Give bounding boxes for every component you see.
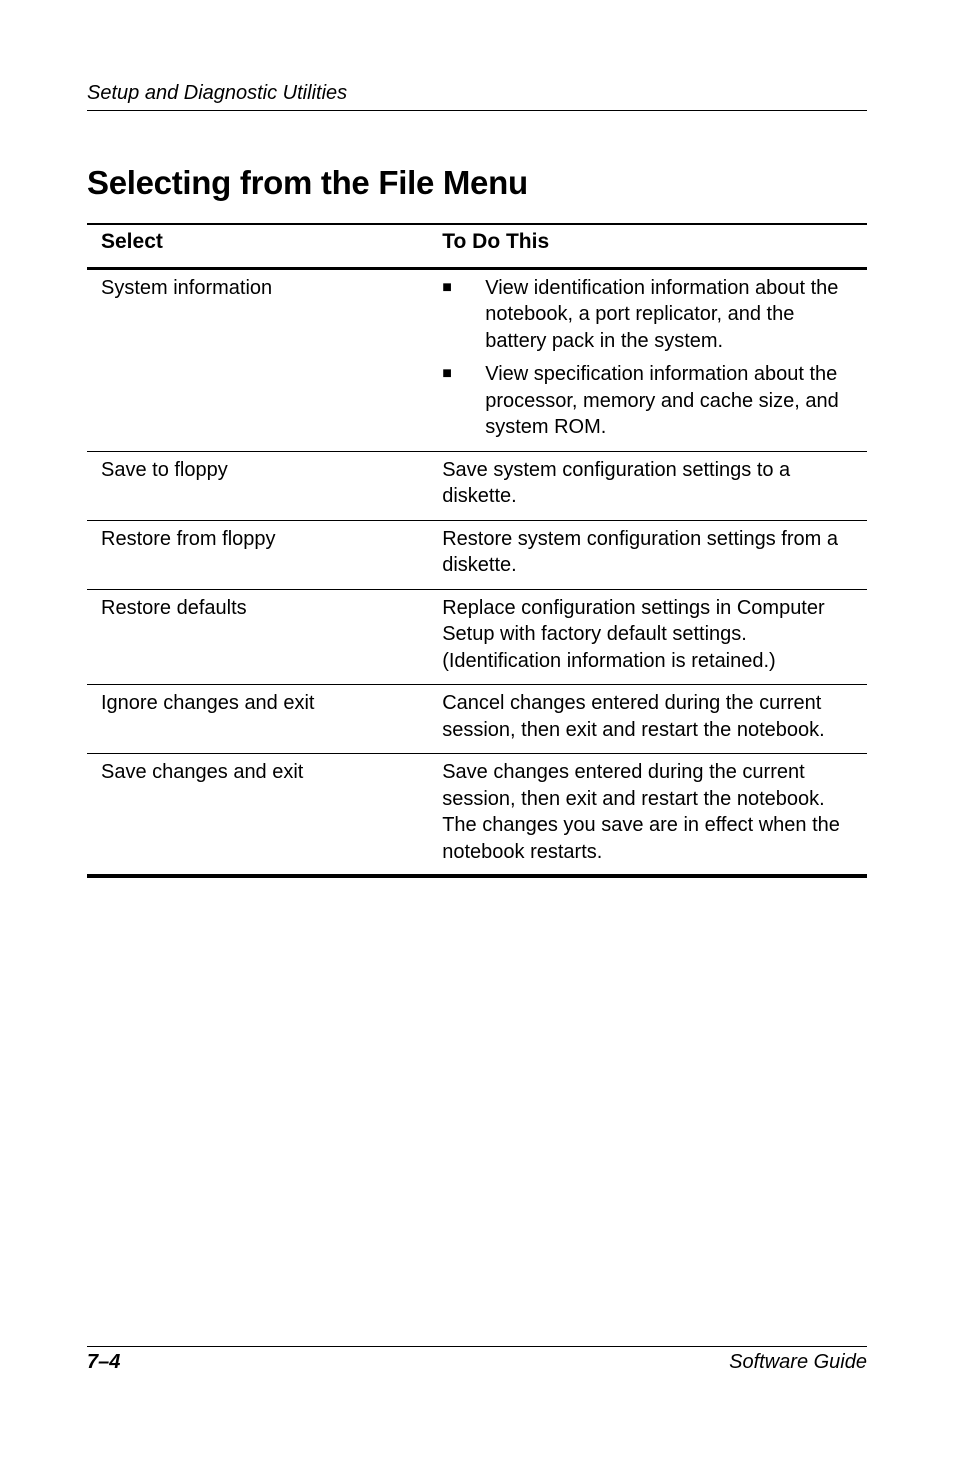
select-cell: System information: [87, 268, 428, 451]
select-cell: Ignore changes and exit: [87, 685, 428, 754]
book-title: Software Guide: [729, 1351, 867, 1373]
select-cell: Restore defaults: [87, 589, 428, 685]
todo-cell: Restore system configuration settings from a diskette.: [428, 520, 867, 589]
todo-cell: Cancel changes entered during the current session, then exit and restart the notebook.: [428, 685, 867, 754]
bullet-text: View identification information about the notebook, a port replicator, and the battery pack in the system.: [485, 276, 839, 352]
select-cell: Save changes and exit: [87, 754, 428, 877]
bullet-item: [442, 275, 853, 355]
bullet-item: [442, 361, 853, 441]
file-menu-table: [87, 223, 867, 878]
page-number: 7–4: [87, 1351, 121, 1373]
table-row: [87, 754, 867, 877]
column-header-select: Select: [87, 224, 428, 268]
table-row: [87, 451, 867, 520]
page-title: Selecting from the File Menu: [87, 164, 528, 201]
table-row: [87, 589, 867, 685]
bullet-list: [442, 275, 853, 441]
footer-rule: [87, 1346, 867, 1347]
todo-cell: [428, 268, 867, 451]
bullet-square-icon: ■: [442, 365, 452, 382]
bullet-square-icon: ■: [442, 278, 452, 296]
todo-cell: Save changes entered during the current session, then exit and restart the notebook. The changes you save are in effect when the notebook restarts.: [428, 754, 867, 877]
todo-cell: Save system configuration settings to a diskette.: [428, 451, 867, 520]
select-cell: Restore from floppy: [87, 520, 428, 589]
select-cell: Save to floppy: [87, 451, 428, 520]
table-row: [87, 685, 867, 754]
table-row: [87, 520, 867, 589]
bullet-text: View specification information about the processor, memory and cache size, and system ROM.: [485, 363, 839, 438]
column-header-to-do-this: To Do This: [428, 224, 867, 268]
running-header: Setup and Diagnostic Utilities: [87, 82, 348, 104]
table-row: [87, 268, 867, 451]
header-rule: [87, 110, 867, 111]
todo-cell: Replace configuration settings in Computer Setup with factory default settings. (Identification information is retained.): [428, 589, 867, 685]
table-header-row: [87, 224, 867, 268]
